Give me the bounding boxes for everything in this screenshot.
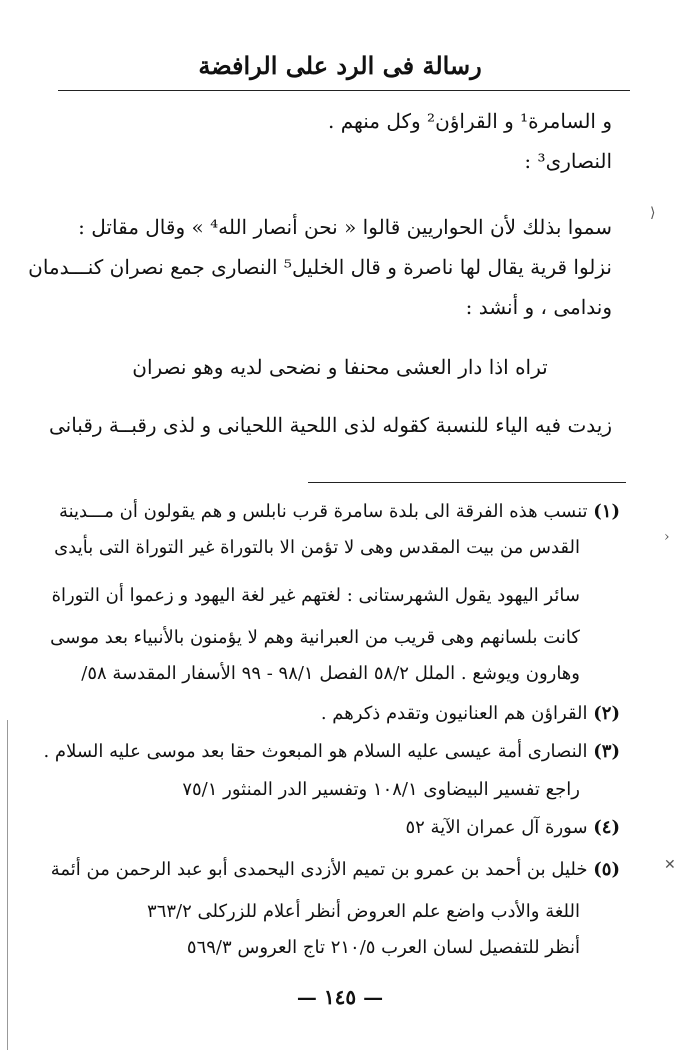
footnote-4-line-1 <box>60 814 620 842</box>
footnote-1-text-1: تنسب هذه الفرقة الى بلدة سامرة قرب نابلس و هم يقولون أن مـــدينة <box>58 501 588 522</box>
body-line-4: نزلوا قرية يقال لها ناصرة و قال الخليل⁵ النصارى جمع نصران كنـــدمان <box>28 255 612 279</box>
body-line-7: زيدت فيه الياء للنسبة كقوله لذى اللحية اللحيانى و لذى رقبــة رقبانى <box>48 413 612 437</box>
footnote-3-line-1 <box>43 738 620 766</box>
footnote-1-line-2: القدس من بيت المقدس وهى لا تؤمن الا بالتوراة غير التوراة التى بأيدى <box>54 537 580 558</box>
footnote-separator <box>308 482 626 483</box>
footnote-5-text-1: خليل بن أحمد بن عمرو بن تميم الأزدى اليحمدى أبو عبد الرحمن من أئمة <box>50 859 588 880</box>
page-number: — ١٤٥ — <box>296 985 384 1009</box>
header-rule <box>58 90 630 91</box>
body-line-5: وندامى ، و أنشد : <box>465 295 612 319</box>
running-header: رسالة فى الرد على الرافضة <box>198 51 482 80</box>
body-line-2: النصارى³ : <box>524 149 612 173</box>
margin-mark: ✕ <box>664 857 676 873</box>
footnote-3-number: (٣) <box>593 741 620 762</box>
body-line-3: سموا بذلك لأن الحواريين قالوا « نحن أنصار الله⁴ » وقال مقاتل : <box>78 215 612 239</box>
footnote-2-line-1 <box>60 700 620 728</box>
footnote-5-line-2: اللغة والأدب واضع علم العروض أنظر أعلام للزركلى ٣٦٣/٢ <box>147 901 580 922</box>
footnote-2-number: (٢) <box>593 703 620 724</box>
poetry-verse: تراه اذا دار العشى محنفا و نضحى لديه وهو نصران <box>132 355 548 379</box>
footnote-1-line-1 <box>60 498 620 526</box>
scan-edge-line <box>7 720 8 1050</box>
body-line-1: و السامرة¹ و القراؤن² وكل منهم . <box>327 109 612 133</box>
footnote-3-text-1: النصارى أمة عيسى عليه السلام هو المبعوث حقا بعد موسى عليه السلام . <box>43 741 588 762</box>
footnote-1-line-4: كانت بلسانهم وهى قريب من العبرانية وهم لا يؤمنون بالأنبياء بعد موسى <box>50 627 580 648</box>
footnote-3-line-2: راجع تفسير البيضاوى ١٠٨/١ وتفسير الدر المنثور ٧٥/١ <box>182 779 580 800</box>
footnote-5-line-1 <box>50 856 620 884</box>
footnote-5-line-3: أنظر للتفصيل لسان العرب ٢١٠/٥ تاج العروس ٥٦٩/٣ <box>186 937 580 958</box>
footnote-1-line-5: وهارون ويوشع . الملل ٥٨/٢ الفصل ٩٨/١ - ٩٩ الأسفار المقدسة ٥٨/ <box>81 663 580 684</box>
margin-mark: › <box>664 529 670 545</box>
footnote-4-number: (٤) <box>593 817 620 838</box>
footnote-2-text-1: القراؤن هم العنانيون وتقدم ذكرهم . <box>320 703 588 724</box>
footnote-1-number: (١) <box>593 501 620 522</box>
footnote-5-number: (٥) <box>593 859 620 880</box>
margin-mark: ⟩ <box>650 205 656 221</box>
footnote-1-line-3: سائر اليهود يقول الشهرستانى : لغتهم غير لغة اليهود و زعموا أن التوراة <box>51 585 580 606</box>
footnote-4-text-1: سورة آل عمران الآية ٥٢ <box>405 817 588 838</box>
